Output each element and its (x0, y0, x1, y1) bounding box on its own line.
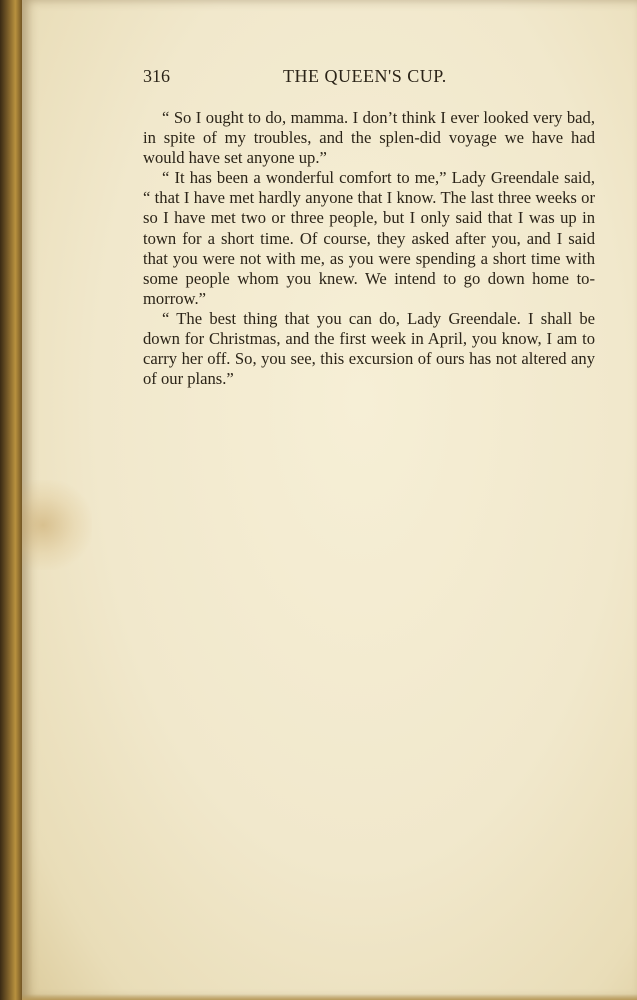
running-title: THE QUEEN'S CUP. (283, 66, 447, 86)
page-bottom-edge (22, 994, 637, 1000)
paragraph: “ It has been a wonderful comfort to me,” Lady Greendale said, “ that I have met hardly anyone that I know. The last three weeks or so I have met two or three people, but I only said that I was up in town for a short time. Of course, they asked after you, and I said that you were not with me, as you were spending a short time with some people whom you knew. We intend to go down home to-morrow.” (143, 168, 595, 308)
paragraph: “ The best thing that you can do, Lady Greendale. I shall be down for Christmas, and the first week in April, you know, I am to carry her off. So, you see, this excursion of ours has not altered any of our plans.” (143, 308, 595, 389)
page-stain (22, 480, 92, 570)
page-number: 316 (143, 66, 170, 86)
body-text (143, 108, 595, 389)
paragraph: “ So I ought to do, mamma. I don’t think I ever looked very bad, in spite of my troubles, and the splen-did voyage we have had would have set anyone up.” (143, 108, 595, 168)
page-header (143, 66, 595, 90)
